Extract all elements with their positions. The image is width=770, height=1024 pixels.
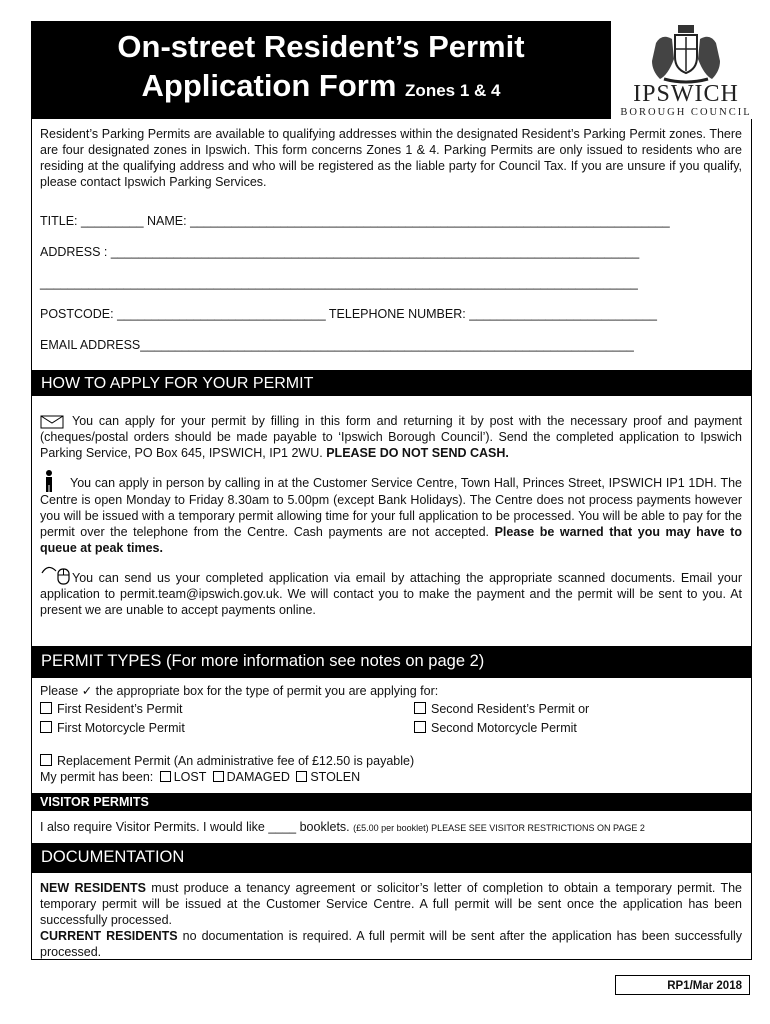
- email-field[interactable]: EMAIL ADDRESS_______________________________________________________________________: [40, 338, 634, 352]
- crest-icon: [648, 23, 724, 89]
- replacement-option[interactable]: Replacement Permit (An administrative fee of £12.50 is payable): [40, 753, 414, 769]
- logo-name: IPSWICH: [633, 81, 739, 107]
- first-resident-checkbox[interactable]: [40, 702, 52, 714]
- first-motorcycle-checkbox[interactable]: [40, 721, 52, 733]
- permit-types-heading: PERMIT TYPES (For more information see notes on page 2): [31, 646, 752, 678]
- title-name-field[interactable]: TITLE: _________ NAME: _____________________________________________________________________: [40, 214, 670, 228]
- title-banner: [31, 21, 611, 119]
- address-line2-field[interactable]: ______________________________________________________________________________________: [40, 276, 638, 290]
- apply-by-email: You can send us your completed application via email by attaching the appropriate scanned documents. Email your application to permit.team@ipswich.gov.uk. We will contact you to make the payment and the permit will be sent to you. At present we are unable to accept payments online.: [40, 570, 742, 618]
- first-motorcycle-option[interactable]: First Motorcycle Permit: [40, 720, 185, 736]
- stolen-checkbox[interactable]: [296, 771, 307, 782]
- how-to-apply-heading: HOW TO APPLY FOR YOUR PERMIT: [31, 370, 752, 396]
- replacement-checkbox[interactable]: [40, 754, 52, 766]
- permit-status-row: My permit has been: LOST DAMAGED STOLEN: [40, 770, 361, 784]
- council-logo: [612, 21, 760, 119]
- second-motorcycle-option[interactable]: Second Motorcycle Permit: [414, 720, 577, 736]
- mouse-icon: [40, 563, 72, 585]
- queue-warning: Please be warned that you may have to queue at peak times.: [40, 524, 742, 555]
- form-title-line2: Application Form Zones 1 & 4: [141, 68, 501, 103]
- apply-by-post: You can apply for your permit by filling in this form and returning it by post with the necessary proof and payment (cheques/postal orders should be made payable to ‘Ipswich Borough Council’). Send the completed application to Ipswich Parking Service, PO Box 645, IPSWICH, IP1 2WU. PLEASE DO NOT SEND CASH.: [40, 414, 742, 460]
- second-resident-option[interactable]: Second Resident’s Permit or: [414, 701, 589, 717]
- visitor-permits-row[interactable]: I also require Visitor Permits. I would like ____ booklets. (£5.00 per booklet) PLEASE SEE VISITOR RESTRICTIONS ON PAGE 2: [40, 820, 645, 834]
- documentation-text: NEW RESIDENTS must produce a tenancy agreement or solicitor’s letter of completion to obtain a temporary permit. The temporary permit will be issued at the Customer Service Centre. A full permit will be sent once the application has been successfully processed. CURRENT RESIDENTS no documentation is required. A full permit will be sent after the application has been successfully processed.: [40, 881, 742, 959]
- second-motorcycle-checkbox[interactable]: [414, 721, 426, 733]
- postcode-phone-field[interactable]: POSTCODE: ______________________________ TELEPHONE NUMBER: ___________________________: [40, 307, 657, 321]
- new-residents-label: NEW RESIDENTS: [40, 881, 146, 895]
- zones-subtitle: Zones 1 & 4: [405, 81, 501, 100]
- logo-council: BOROUGH COUNCIL: [620, 107, 752, 118]
- envelope-icon: [40, 415, 64, 429]
- visitor-note: (£5.00 per booklet) PLEASE SEE VISITOR RESTRICTIONS ON PAGE 2: [353, 823, 645, 833]
- intro-paragraph: Resident’s Parking Permits are available to qualifying addresses within the designated Resident’s Parking Permit zones. There are four designated zones in Ipswich. This form concerns Zones 1 & 4. Parking Permits are only issued to residents who are residing at the qualifying address and who will be registered as the liable party for Council Tax. If you are unsure if you qualify, please contact Ipswich Parking Services.: [40, 127, 742, 189]
- form-reference: RP1/Mar 2018: [615, 975, 750, 995]
- damaged-checkbox[interactable]: [213, 771, 224, 782]
- form-title-line1: On-street Resident’s Permit: [117, 29, 525, 64]
- first-resident-option[interactable]: First Resident’s Permit: [40, 701, 183, 717]
- permit-instruction: Please ✓ the appropriate box for the type of permit you are applying for:: [40, 684, 439, 698]
- documentation-heading: DOCUMENTATION: [31, 843, 752, 873]
- second-resident-checkbox[interactable]: [414, 702, 426, 714]
- apply-in-person: You can apply in person by calling in at the Customer Service Centre, Town Hall, Princes Street, IPSWICH IP1 1DH. The Centre is open Monday to Friday 8.30am to 5.00pm (except Bank Holidays). The Centre does not process payments however you will be issued with a temporary permit allowing time for your full application to be processed. You will be able to pay for the permit over the telephone from the Centre. Cash payments are not accepted. Please be warned that you may have to queue at peak times.: [40, 475, 742, 556]
- person-icon: [42, 470, 56, 492]
- visitor-permits-heading: VISITOR PERMITS: [31, 793, 752, 811]
- lost-checkbox[interactable]: [160, 771, 171, 782]
- current-residents-label: CURRENT RESIDENTS: [40, 929, 178, 943]
- no-cash-warning: PLEASE DO NOT SEND CASH.: [326, 446, 509, 460]
- address-field[interactable]: ADDRESS : ____________________________________________________________________________: [40, 245, 640, 259]
